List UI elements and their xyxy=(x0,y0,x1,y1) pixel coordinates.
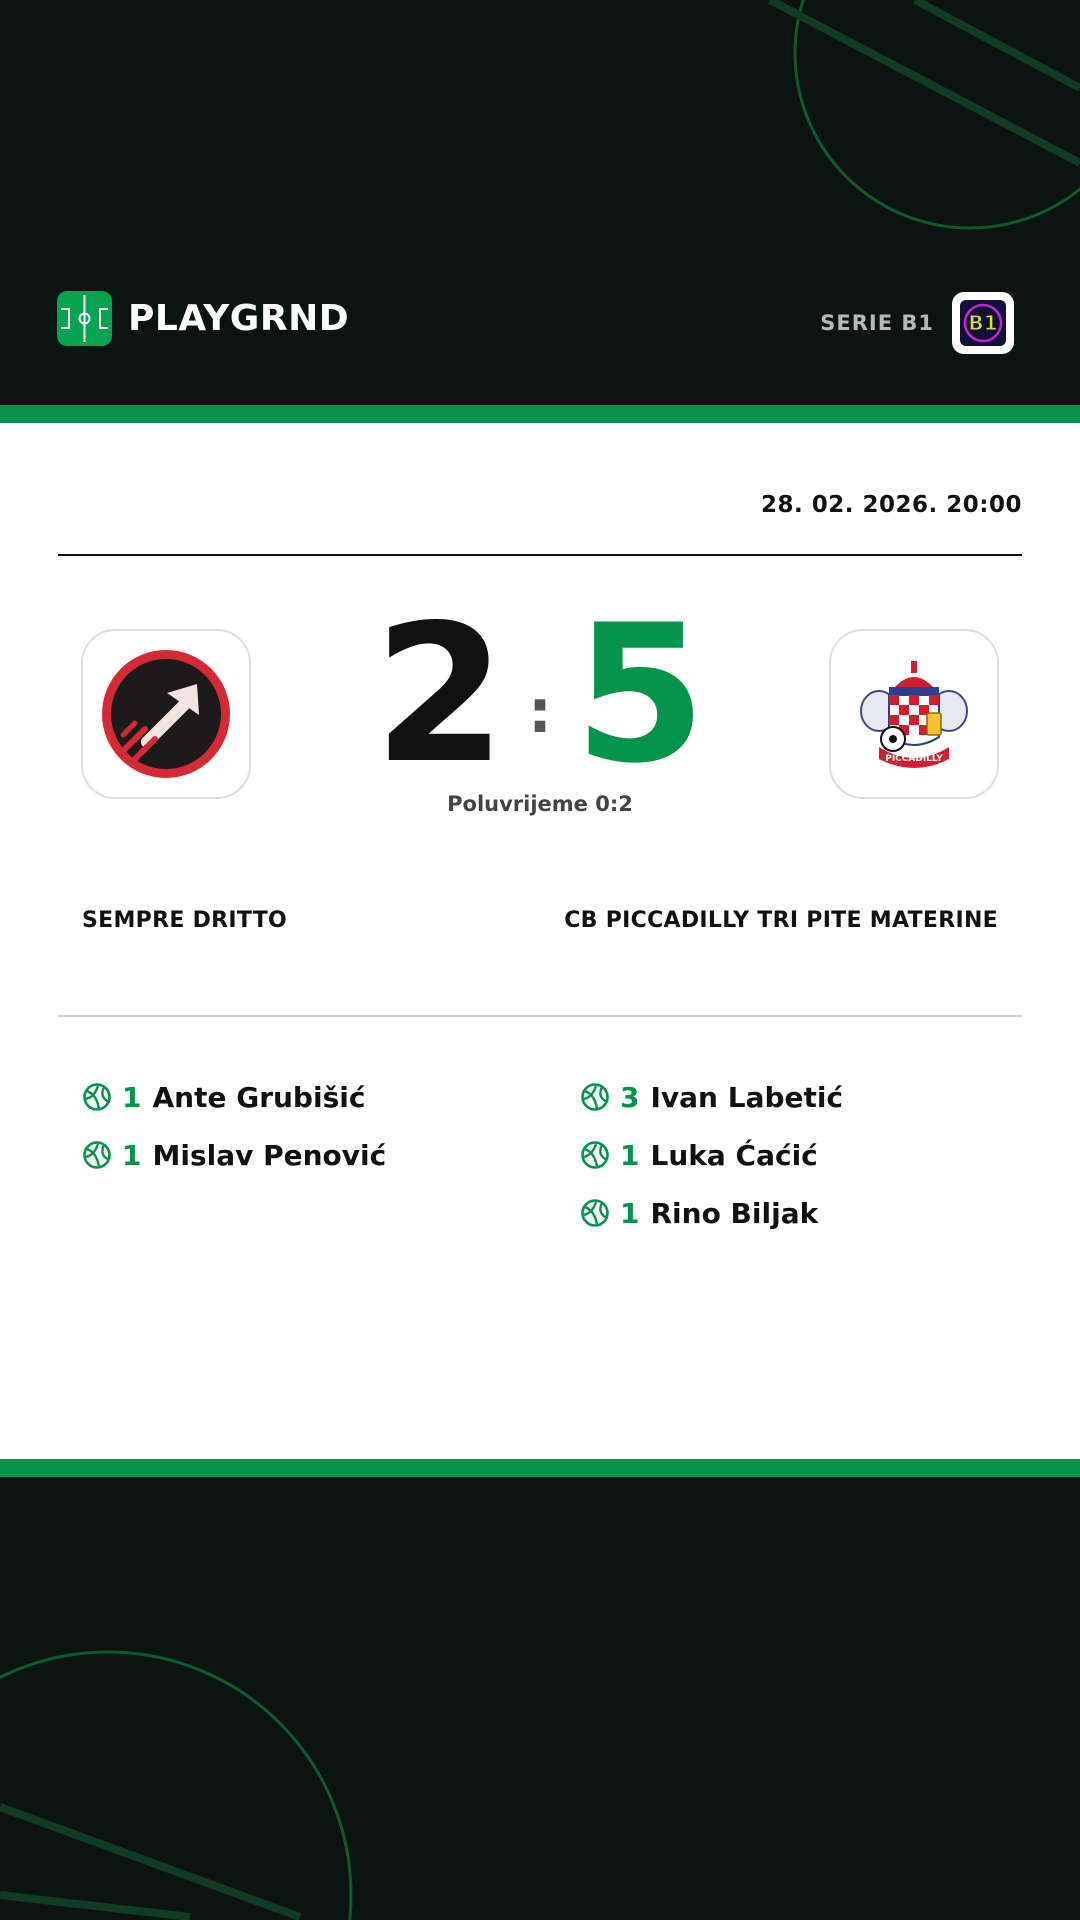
accent-bar-top xyxy=(0,405,1080,423)
away-scorers-list xyxy=(580,1068,843,1242)
away-score: 5 xyxy=(574,584,707,805)
pitch-lines-decoration xyxy=(0,1477,1080,1920)
league-name: SERIE B1 xyxy=(820,311,934,335)
list-item xyxy=(82,1068,386,1126)
football-icon xyxy=(580,1082,610,1112)
list-item xyxy=(580,1068,843,1126)
match-datetime: 28. 02. 2026. 20:00 xyxy=(761,492,1022,518)
checkered-crest-icon xyxy=(849,649,979,779)
away-crest-text: PICCADILLY xyxy=(885,754,943,764)
league-info xyxy=(820,292,1014,354)
football-icon xyxy=(82,1082,112,1112)
football-icon xyxy=(580,1198,610,1228)
divider xyxy=(58,1015,1022,1017)
league-badge-icon xyxy=(952,292,1014,354)
player-name: Rino Biljak xyxy=(650,1196,819,1230)
player-name: Luka Ćaćić xyxy=(650,1138,818,1172)
league-badge-text: B1 xyxy=(968,311,998,335)
player-name: Mislav Penović xyxy=(152,1138,387,1172)
player-name: Ante Grubišić xyxy=(152,1080,366,1114)
list-item xyxy=(580,1184,843,1242)
goal-count: 1 xyxy=(620,1196,640,1230)
football-icon xyxy=(82,1140,112,1170)
header-panel xyxy=(0,0,1080,405)
list-item xyxy=(82,1126,386,1184)
pitch-icon xyxy=(57,291,112,346)
goal-count: 1 xyxy=(620,1138,640,1172)
goal-count: 3 xyxy=(620,1080,640,1114)
halftime-score: Poluvrijeme 0:2 xyxy=(447,792,633,816)
goal-count: 1 xyxy=(122,1080,142,1114)
divider xyxy=(58,554,1022,556)
list-item xyxy=(580,1126,843,1184)
brand xyxy=(57,291,349,346)
score-separator: : xyxy=(528,677,552,747)
brand-name: PLAYGRND xyxy=(128,298,350,339)
away-team-logo xyxy=(829,629,999,799)
home-team-name: SEMPRE DRITTO xyxy=(82,908,288,933)
footer-panel xyxy=(0,1477,1080,1920)
home-scorers-list xyxy=(82,1068,386,1184)
player-name: Ivan Labetić xyxy=(650,1080,844,1114)
away-team-name: CB PICCADILLY TRI PITE MATERINE xyxy=(564,908,998,933)
goal-count: 1 xyxy=(122,1138,142,1172)
accent-bar-bottom xyxy=(0,1459,1080,1477)
football-icon xyxy=(580,1140,610,1170)
home-score: 2 xyxy=(373,584,506,805)
